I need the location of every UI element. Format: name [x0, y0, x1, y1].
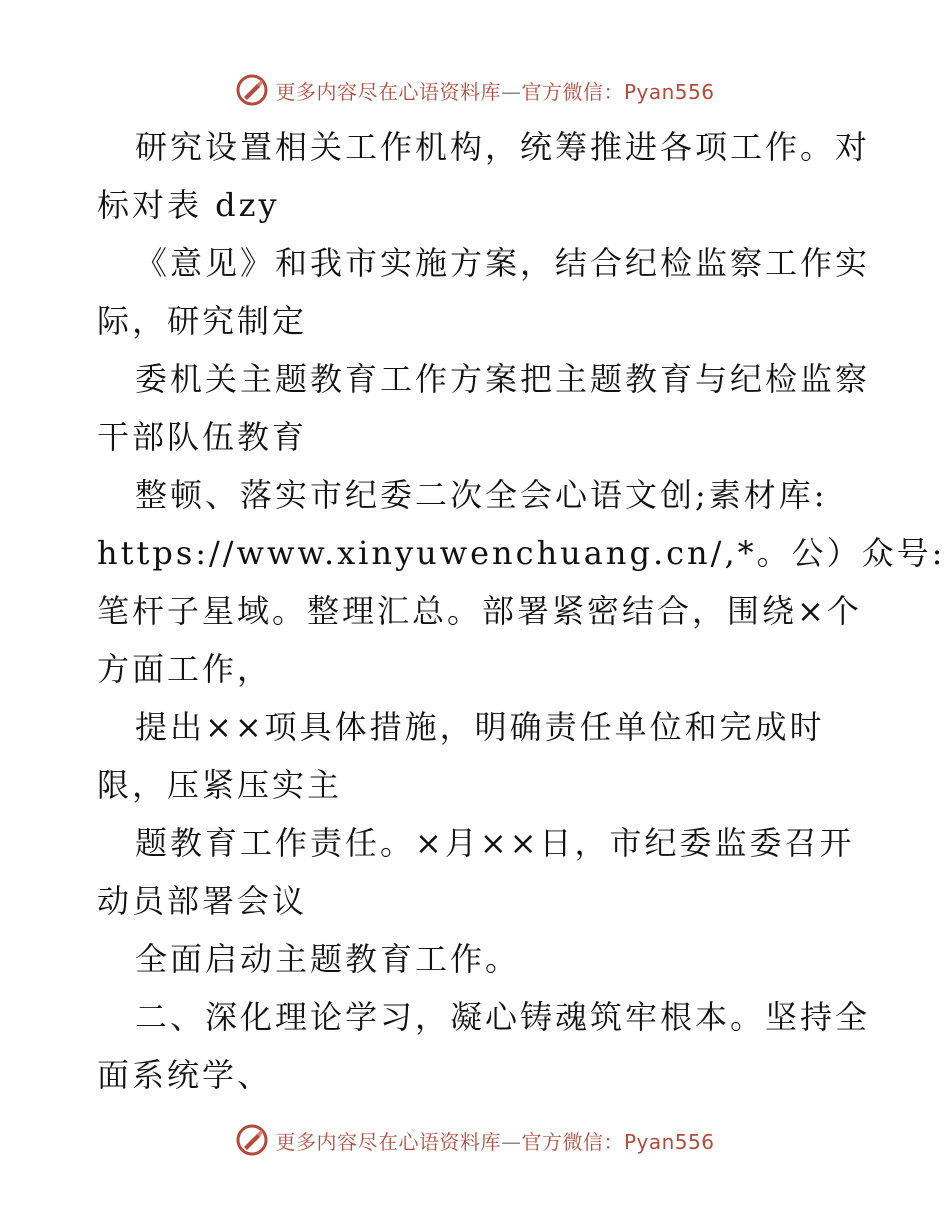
- text-line: 笔杆子星域。整理汇总。部署紧密结合，围绕×个: [97, 592, 862, 630]
- text-line: 动员部署会议: [97, 882, 308, 920]
- text-line: 面系统学、: [97, 1056, 273, 1094]
- text-line: 提出××项具体措施，明确责任单位和完成时: [135, 708, 825, 746]
- pen-logo-icon: [235, 73, 269, 107]
- text-line: 委机关主题教育工作方案把主题教育与纪检监察: [135, 360, 871, 398]
- watermark-text: 更多内容尽在心语资料库: [275, 79, 501, 104]
- text-line: 限，压紧压实主: [97, 766, 343, 804]
- watermark-separator: —: [500, 79, 522, 104]
- text-line: 题教育工作责任。×月××日，市纪委监委召开: [135, 824, 855, 862]
- text-line: 《意见》和我市实施方案，结合纪检监察工作实: [135, 244, 871, 282]
- text-line: 二、深化理论学习，凝心铸魂筑牢根本。坚持全: [135, 998, 871, 1036]
- header-watermark: [0, 70, 950, 110]
- text-line: 干部队伍教育: [97, 418, 308, 456]
- text-line: 方面工作，: [97, 650, 273, 688]
- watermark-text: 更多内容尽在心语资料库: [275, 1129, 501, 1154]
- pen-logo-icon: [235, 1123, 269, 1157]
- watermark-separator: —: [500, 1129, 522, 1154]
- footer-watermark: [0, 1120, 950, 1160]
- watermark-contact: 官方微信：Pyan556: [521, 79, 715, 104]
- text-line: 整顿、落实市纪委二次全会心语文创;素材库:: [135, 476, 828, 514]
- text-line: 际，研究制定: [97, 302, 308, 340]
- watermark-contact: 官方微信：Pyan556: [521, 1129, 715, 1154]
- text-line: 全面启动主题教育工作。: [135, 940, 521, 978]
- document-body: [97, 118, 946, 1104]
- text-line: https://www.xinyuwenchuang.cn/,*。公）众号:: [97, 534, 946, 572]
- text-line: 标对表 dzy: [97, 186, 280, 224]
- text-line: 研究设置相关工作机构，统筹推进各项工作。对: [135, 128, 871, 166]
